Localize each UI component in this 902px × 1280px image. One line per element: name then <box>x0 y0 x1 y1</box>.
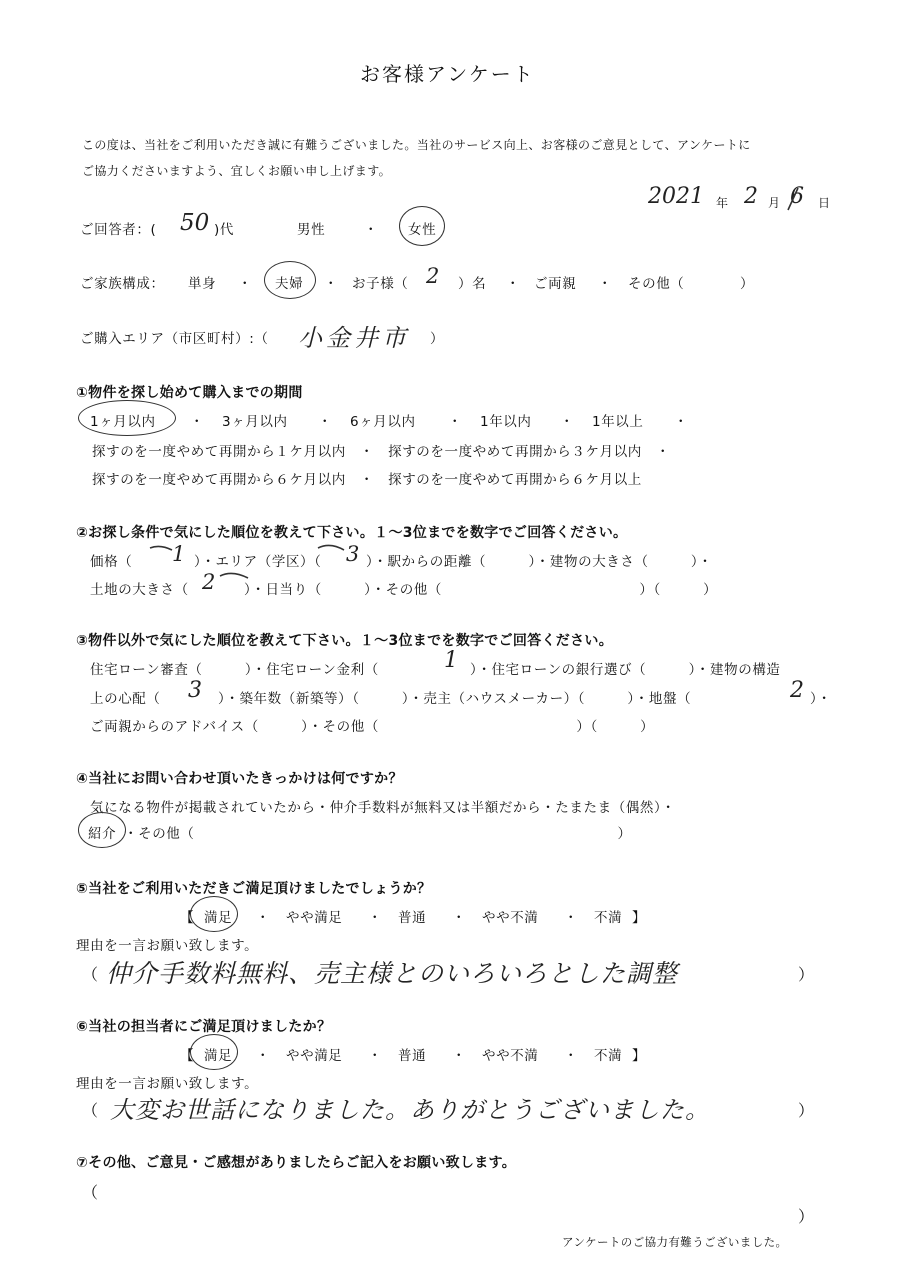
q1-opt-over1year[interactable]: 1年以上 <box>592 414 644 430</box>
respondent-age-close: )代 <box>214 222 234 238</box>
q1-dot-2: ・ <box>318 414 333 430</box>
q6-opt-unsatisfied[interactable]: 不満 <box>594 1048 623 1064</box>
area-label: ご購入エリア（市区町村）:（ <box>80 331 269 347</box>
q3-ground-rank[interactable]: 2 <box>790 678 804 703</box>
q7-heading: ⑦その他、ご意見・ご感想がありましたらご記入をお願い致します。 <box>76 1155 517 1171</box>
q1-dot-5: ・ <box>674 414 689 430</box>
q5-reason-open: （ <box>82 965 99 984</box>
area-cross-mark <box>318 545 344 550</box>
q6-reason-open: （ <box>82 1101 99 1120</box>
q2-line1-rest: ）・駅からの距離（ ）・建物の大きさ（ ）・ <box>366 554 713 570</box>
price-cross-mark <box>150 546 172 550</box>
date-month-unit: 月 <box>768 196 781 210</box>
q3-rate-rank[interactable]: 1 <box>444 648 458 673</box>
family-dot-2: ・ <box>324 276 339 292</box>
q7-open: （ <box>82 1183 99 1202</box>
female-option[interactable]: 女性 <box>408 222 437 238</box>
footer-thanks: アンケートのご協力有難うございました。 <box>562 1235 788 1249</box>
q2-line2-rest: ）・日当り（ ）・その他（ ）（ ） <box>244 582 718 598</box>
q6-bracket-close: 】 <box>632 1048 647 1064</box>
family-label: ご家族構成： <box>80 276 165 292</box>
date-slash-mark <box>788 188 798 210</box>
q5-bracket-close: 】 <box>632 910 647 926</box>
q6-dot-1: ・ <box>256 1048 271 1064</box>
q6-opt-satisfied[interactable]: 満足 <box>204 1048 233 1064</box>
q6-reason-text[interactable]: 大変お世話になりました。ありがとうございました。 <box>110 1096 710 1124</box>
q6-opt-neutral[interactable]: 普通 <box>398 1048 427 1064</box>
q3-line1-b: ）・住宅ローンの銀行選び（ ）・建物の構造 <box>470 662 781 678</box>
q5-dot-1: ・ <box>256 910 271 926</box>
q3-structure-rank[interactable]: 3 <box>188 678 202 703</box>
q5-opt-unsatisfied[interactable]: 不満 <box>594 910 623 926</box>
q4-line2: ・その他（ ） <box>124 826 632 842</box>
q3-line2-b: ）・築年数（新築等）（ ）・売主（ハウスメーカー）（ ）・地盤（ <box>218 691 692 707</box>
q6-heading: ⑥当社の担当者にご満足頂けましたか？ <box>76 1019 332 1035</box>
q2-heading: ②お探し条件で気にした順位を教えて下さい。１～3位までを数字でご回答ください。 <box>76 525 628 541</box>
q5-opt-somewhat-satisfied[interactable]: やや満足 <box>286 910 343 926</box>
q1-line-3: 探すのを一度やめて再開から６ケ月以内 ・ 探すのを一度やめて再開から６ケ月以上 <box>92 472 642 488</box>
q4-line1: 気になる物件が掲載されていたから・仲介手数料が無料又は半額だから・たまたま（偶然）・ <box>90 800 676 816</box>
land-cross-mark <box>220 573 248 578</box>
q7-close: ） <box>798 1207 815 1226</box>
q1-opt-1year[interactable]: 1年以内 <box>480 414 532 430</box>
family-dot-1: ・ <box>238 276 253 292</box>
q1-heading: ①物件を探し始めて購入までの期間 <box>76 385 303 401</box>
q1-opt-3month[interactable]: 3ヶ月以内 <box>222 414 288 430</box>
q5-reason-label: 理由を一言お願い致します。 <box>76 938 259 954</box>
q2-land-rank[interactable]: 2 <box>202 570 216 594</box>
parents-option[interactable]: ご両親 <box>534 276 577 292</box>
children-count[interactable]: 2 <box>426 264 440 288</box>
q5-reason-text[interactable]: 仲介手数料無料、売主様とのいろいろとした調整 <box>106 959 679 988</box>
area-close: ） <box>430 331 445 347</box>
q1-dot-3: ・ <box>448 414 463 430</box>
respondent-dot: ・ <box>364 222 379 238</box>
date-day: 6 <box>790 184 804 209</box>
q5-opt-satisfied[interactable]: 満足 <box>204 910 233 926</box>
q6-reason-close: ） <box>798 1101 815 1120</box>
q3-line2-a: 上の心配（ <box>90 691 161 707</box>
respondent-age[interactable]: 50 <box>180 210 210 236</box>
q5-opt-neutral[interactable]: 普通 <box>398 910 427 926</box>
q6-dot-4: ・ <box>564 1048 579 1064</box>
male-option[interactable]: 男性 <box>297 222 326 238</box>
q1-opt-1month[interactable]: 1ヶ月以内 <box>90 414 156 430</box>
intro-line-2: ご協力くださいますよう、宜しくお願い申し上げます。 <box>82 164 392 178</box>
page-title: お客様アンケート <box>360 62 535 86</box>
q5-dot-2: ・ <box>368 910 383 926</box>
q1-opt-6month[interactable]: 6ヶ月以内 <box>350 414 416 430</box>
q5-opt-somewhat-unsatisfied[interactable]: やや不満 <box>482 910 539 926</box>
q4-intro-option[interactable]: 紹介 <box>88 826 117 842</box>
q5-dot-3: ・ <box>452 910 467 926</box>
q1-line-2: 探すのを一度やめて再開から１ケ月以内 ・ 探すのを一度やめて再開から３ケ月以内 ・ <box>92 444 671 460</box>
q6-dot-3: ・ <box>452 1048 467 1064</box>
q2-area-rank[interactable]: 3 <box>346 542 360 566</box>
q3-line1-a: 住宅ローン審査（ ）・住宅ローン金利（ <box>90 662 379 678</box>
intro-line-1: この度は、当社をご利用いただき誠に有難うございました。当社のサービス向上、お客様のご意見として、アンケートに <box>82 138 751 152</box>
q6-opt-somewhat-unsatisfied[interactable]: やや不満 <box>482 1048 539 1064</box>
q6-bracket-open: 【 <box>180 1048 195 1064</box>
date-year-unit: 年 <box>716 196 729 210</box>
family-other-close: ） <box>740 276 755 292</box>
couple-option[interactable]: 夫婦 <box>275 276 304 292</box>
q5-bracket-open: 【 <box>180 910 195 926</box>
q5-dot-4: ・ <box>564 910 579 926</box>
date-day-unit: 日 <box>818 196 831 210</box>
q3-heading: ③物件以外で気にした順位を教えて下さい。１～3位までを数字でご回答ください。 <box>76 633 613 649</box>
q1-dot-4: ・ <box>560 414 575 430</box>
q5-reason-close: ） <box>798 965 815 984</box>
area-value[interactable]: 小金井市 <box>298 324 410 352</box>
q4-heading: ④当社にお問い合わせ頂いたきっかけは何ですか？ <box>76 771 403 787</box>
q2-line1-price: 価格（ <box>90 554 133 570</box>
family-dot-3: ・ <box>506 276 521 292</box>
date-month: 2 <box>744 184 758 209</box>
respondent-label: ご回答者：( <box>80 222 157 238</box>
family-dot-4: ・ <box>598 276 613 292</box>
date-year: 2021 <box>648 184 704 209</box>
children-label: お子様（ <box>352 276 409 292</box>
q6-dot-2: ・ <box>368 1048 383 1064</box>
q2-line2-land: 土地の大きさ（ <box>90 582 189 598</box>
q3-line2-c: ）・ <box>810 691 832 707</box>
q6-reason-label: 理由を一言お願い致します。 <box>76 1076 259 1092</box>
single-option[interactable]: 単身 <box>188 276 217 292</box>
q3-line3: ご両親からのアドバイス（ ）・その他（ ）（ ） <box>90 719 655 735</box>
q2-price-rank[interactable]: 1 <box>172 542 186 566</box>
q1-dot-1: ・ <box>190 414 205 430</box>
q6-opt-somewhat-satisfied[interactable]: やや満足 <box>286 1048 343 1064</box>
family-other-label: その他（ <box>628 276 685 292</box>
q5-heading: ⑤当社をご利用いただきご満足頂けましたでしょうか？ <box>76 881 432 897</box>
q2-line1-area: ）・エリア（学区）（ <box>194 554 322 570</box>
children-unit: ）名 <box>458 276 487 292</box>
